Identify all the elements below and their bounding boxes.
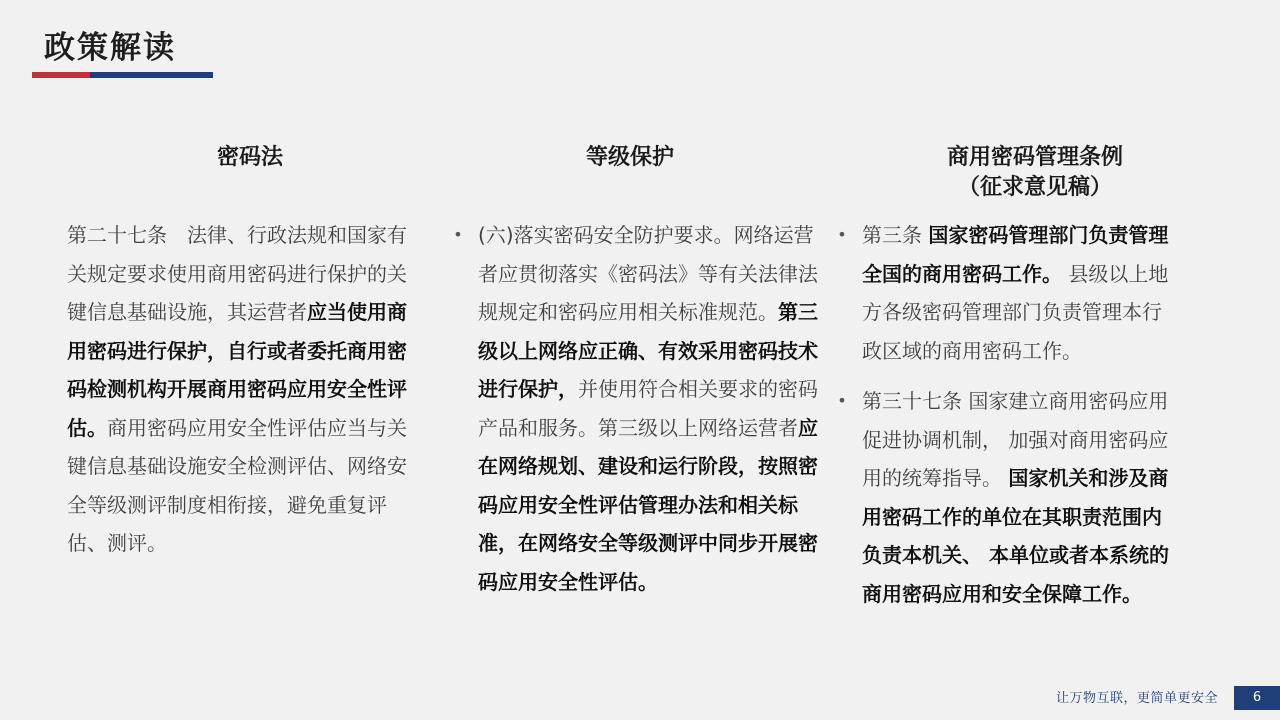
column-body-crypto-law — [67, 216, 411, 563]
page-number: 6 — [1234, 686, 1280, 710]
bullet-text — [862, 382, 1176, 613]
body-text: (六)落实密码安全防护要求。网络运营者应贯彻落实《密码法》等有关法律法规规定和密码应用相关标准规范。 — [478, 223, 818, 324]
bullet-item — [836, 216, 1176, 370]
body-text: 商用密码应用安全性评估应当与关键信息基础设施安全检测评估、网络安全等级测评制度相衔接，避免重复评估、测评。 — [67, 415, 407, 555]
paragraph — [67, 216, 411, 563]
body-text: 第三十七条 国家建立商用密码应用促进协调机制， 加强对商用密码应用的统筹指导。 — [862, 389, 1169, 490]
emphasized-text: 应在网络规划、建设和运行阶段，按照密码应用安全性评估管理办法和相关标准，在网络安全等级测评中同步开展密码应用安全性评估。 — [478, 415, 818, 594]
slide-title: 政策解读 — [44, 30, 176, 66]
title-underline — [32, 72, 213, 78]
bullet-dot-icon: • — [453, 225, 463, 244]
bullet-item — [836, 382, 1176, 613]
body-text: 县级以上地方各级密码管理部门负责管理本行政区域的商用密码工作。 — [862, 261, 1169, 363]
title-underline-red — [32, 72, 90, 78]
body-text: 并使用符合相关要求的密码产品和服务。第三级以上网络运营者 — [478, 377, 818, 440]
title-underline-blue — [90, 72, 213, 78]
column-body-commercial-crypto-regulation — [836, 216, 1176, 613]
bullet-text — [478, 216, 820, 601]
column-heading-crypto-law: 密码法 — [216, 145, 283, 170]
column-heading-main: 商用密码管理条例 — [946, 145, 1123, 170]
bullet-dot-icon: • — [837, 391, 847, 410]
bullet-text — [862, 216, 1176, 370]
column-heading-commercial-crypto-regulation — [900, 143, 1170, 203]
emphasized-text: 国家机关和涉及商用密码工作的单位在其职责范围内负责本机关、 本单位或者本系统的商用密码应用和安全保障工作。 — [862, 466, 1169, 606]
body-text: 第三条 — [862, 223, 929, 247]
emphasized-text: 国家密码管理部门负责管理全国的商用密码工作。 — [862, 223, 1169, 286]
footer-slogan: 让万物互联，更简单更安全 — [1055, 691, 1218, 706]
bullet-item — [452, 216, 820, 601]
column-heading-sub: （征求意见稿） — [957, 175, 1112, 200]
body-text: 第二十七条 法律、行政法规和国家有关规定要求使用商用密码进行保护的关键信息基础设施，其运营者 — [67, 223, 407, 324]
column-body-grade-protection — [452, 216, 820, 601]
emphasized-text: 应当使用商用密码进行保护，自行或者委托商用密码检测机构开展商用密码应用安全性评估。 — [67, 300, 407, 440]
bullet-dot-icon: • — [837, 225, 847, 244]
column-heading-grade-protection: 等级保护 — [585, 145, 674, 170]
emphasized-text: 第三级以上网络应正确、有效采用密码技术进行保护， — [478, 300, 818, 401]
